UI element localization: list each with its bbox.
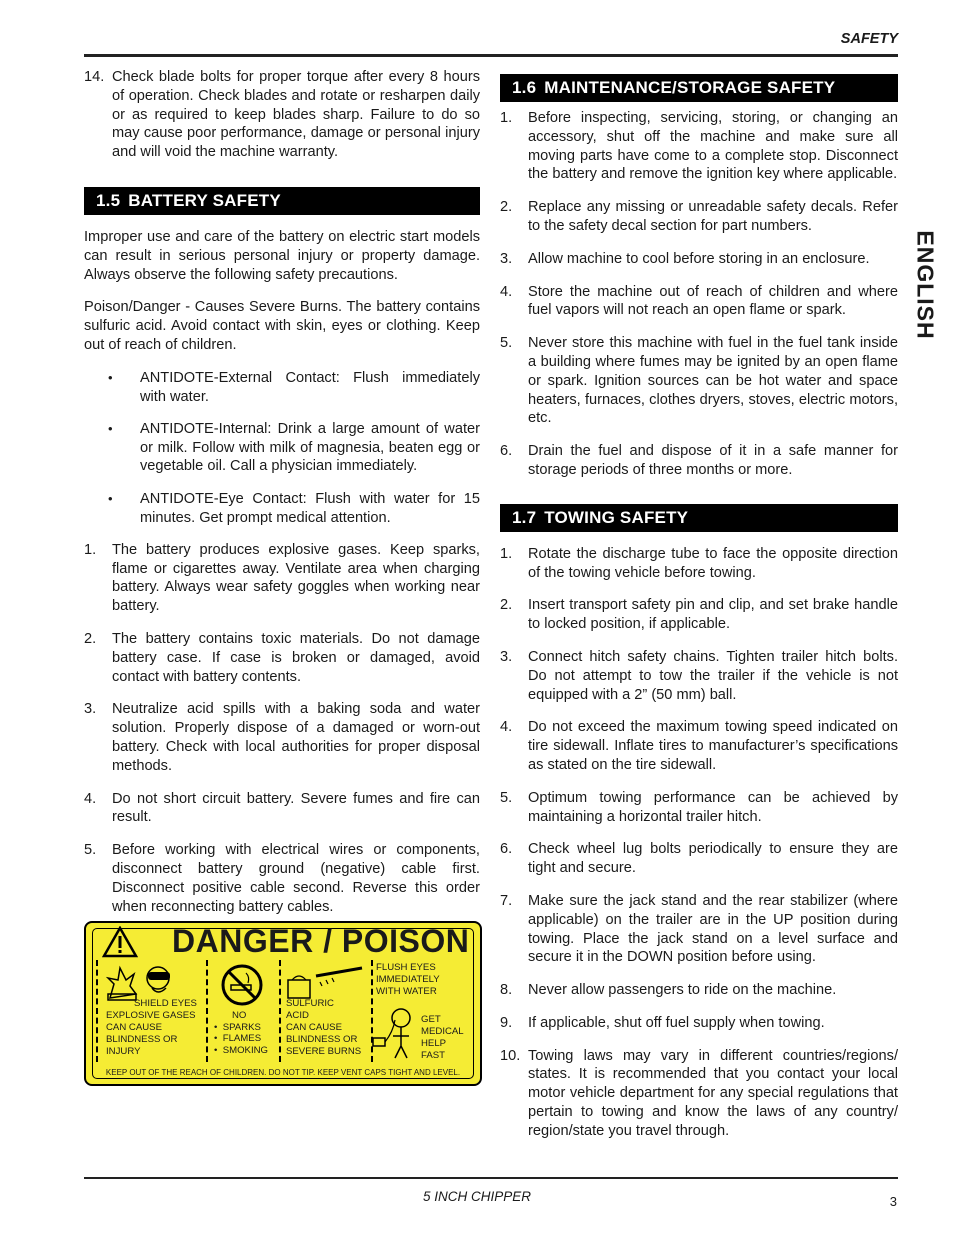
right-column [500,74,898,1155]
list-item: 4. Store the machine out of reach of children and where fuel vapors will not reach an open flame or spark. [500,283,898,319]
list-item: 4. Do not short circuit battery. Severe fumes and fire can result. [84,790,480,826]
towing-rules [500,545,898,1141]
explosion-goggles-icon [106,964,178,1002]
left-column [84,68,480,930]
battery-rules [84,541,480,917]
list-item: • ANTIDOTE-External Contact: Flush immediately with water. [108,369,480,405]
list-item: 6. Drain the fuel and dispose of it in a safe manner for storage periods of three months or more. [500,443,898,478]
list-item: • ANTIDOTE-Eye Contact: Flush with water for 15 minutes. Get prompt medical attention. [108,490,480,526]
page-number: 3 [889,1194,897,1209]
acid-burn-icon [286,966,366,1000]
list-item: 2. The battery contains toxic materials. Do not damage battery case. If case is broken or damaged, avoid contact with battery contents. [84,631,480,685]
list-item-14: 14. Check blade bolts for proper torque after every 8 hours of operation. Check blades and rotate or resharpen daily or as required to keep blades sharp. Failure to do so may cause poor performance, damage or personal injury and will void the machine warranty. [84,69,480,161]
list-item: 5. Before working with electrical wires or components, disconnect battery ground (negative) cable first. Disconnect positive cable second. Reverse this order when reconnecting battery cables. [84,842,480,915]
list-item: 6. Check wheel lug bolts periodically to ensure they are tight and secure. [500,841,898,877]
list-item: 1. Before inspecting, servicing, storing, or changing an accessory, shut off the machine and make sure all moving parts have come to a complete stop. Disconnect the battery and remove the ignition key where applicable. [500,110,898,183]
list-item: 2. Replace any missing or unreadable safety decals. Refer to the safety decal section for part numbers. [500,199,898,234]
footer-rule [84,1177,898,1179]
footer-title: 5 INCH CHIPPER [422,1189,532,1204]
decal-title: DANGER / POISON [172,923,470,959]
list-item: 3. Connect hitch safety chains. Tighten trailer hitch bolts. Do not attempt to tow the trailer if the vehicle is not equipped with a 2” (50 mm) ball. [500,648,898,703]
list-item: 3. Neutralize acid spills with a baking soda and water solution. Properly dispose of a damaged or worn-out battery. Check with local authorities for proper disposal methods. [84,701,480,774]
section-heading-towing-safety: 1.7 TOWING SAFETY [500,504,898,532]
list-item: 5. Never store this machine with fuel in the fuel tank inside a building where fumes may be ignited by an open flame or spark. Ignition sources can be hot water and space heaters, furnaces, clothes dryers, stoves, electric motors, etc. [500,335,898,427]
list-item: 10. Towing laws may vary in different countries/regions/ states. It is recommended that you contact your local motor vehicle department for any special regulations that pertain to towing and know the laws of any country/ region/state you travel through. [500,1047,898,1139]
list-item: 9. If applicable, shut off fuel supply when towing. [500,1014,825,1031]
list-item: 4. Do not exceed the maximum towing speed indicated on tire sidewall. Inflate tires to manufacturer’s specifications as stated on the tire sidewall. [500,719,898,773]
section-heading-battery-safety: 1.5 BATTERY SAFETY [84,187,480,215]
section-heading-maintenance-safety: 1.6 MAINTENANCE/STORAGE SAFETY [500,74,898,102]
header-rule [84,54,898,57]
battery-intro: Improper use and care of the battery on electric start models can result in serious personal injury or property damage. Always observe the following safety precautions. [84,228,480,283]
battery-poison-warning: Poison/Danger - Causes Severe Burns. The battery contains sulfuric acid. Avoid contact with skin, eyes or clothing. Keep out of reach of children. [84,299,480,353]
list-item: 1. Rotate the discharge tube to face the opposite direction of the towing vehicle before towing. [500,545,898,581]
list-item: • ANTIDOTE-Internal: Drink a large amount of water or milk. Follow with milk of magnesia, beaten egg or vegetable oil. Call a physician immediately. [108,420,480,475]
antidote-list [84,369,480,528]
list-item: 5. Optimum towing performance can be achieved by maintaining a horizontal trailer hitch. [500,789,898,825]
warning-triangle-icon [102,926,138,958]
list-item: 1. The battery produces explosive gases. Keep sparks, flame or cigarettes away. Ventilate area when charging battery. Always wear safety goggles when working near battery. [84,541,480,615]
language-tab: ENGLISH [912,230,939,340]
danger-poison-decal: DANGER / POISON SHIELD EYES EXPLOSIVE GASES CAN CAUSE BLINDNESS OR INJURY NO • SPARKS • FLAMES • SMOKING FLUSH EYES IMMEDIATELY WITH WATER SULFURIC ACID CAN CAUSE BLINDNESS OR SEVERE BURNS GET MEDICAL HELP FAST KEEP OUT OF THE REACH OF CHILDREN. DO NOT TIP. KEEP VENT CAPS TIGHT AND LEVEL. [84,921,482,1086]
list-item: 8. Never allow passengers to ride on the machine. [500,982,837,999]
running-header: SAFETY [840,31,898,47]
maintenance-rules [500,109,898,480]
eye-wash-icon [371,1006,421,1060]
list-item: 7. Make sure the jack stand and the rear stabilizer (where applicable) on the trailer are in the UP position during towing. Place the jack stand on a level surface and secure it in the DOWN position before using. [500,892,898,966]
no-smoking-icon [220,963,264,1007]
list-item: 2. Insert transport safety pin and clip, and set brake handle to locked position, if applicable. [500,597,898,633]
list-item: 3. Allow machine to cool before storing in an enclosure. [500,250,870,267]
decal-footer: KEEP OUT OF THE REACH OF CHILDREN. DO NOT TIP. KEEP VENT CAPS TIGHT AND LEVEL. [105,1068,461,1077]
